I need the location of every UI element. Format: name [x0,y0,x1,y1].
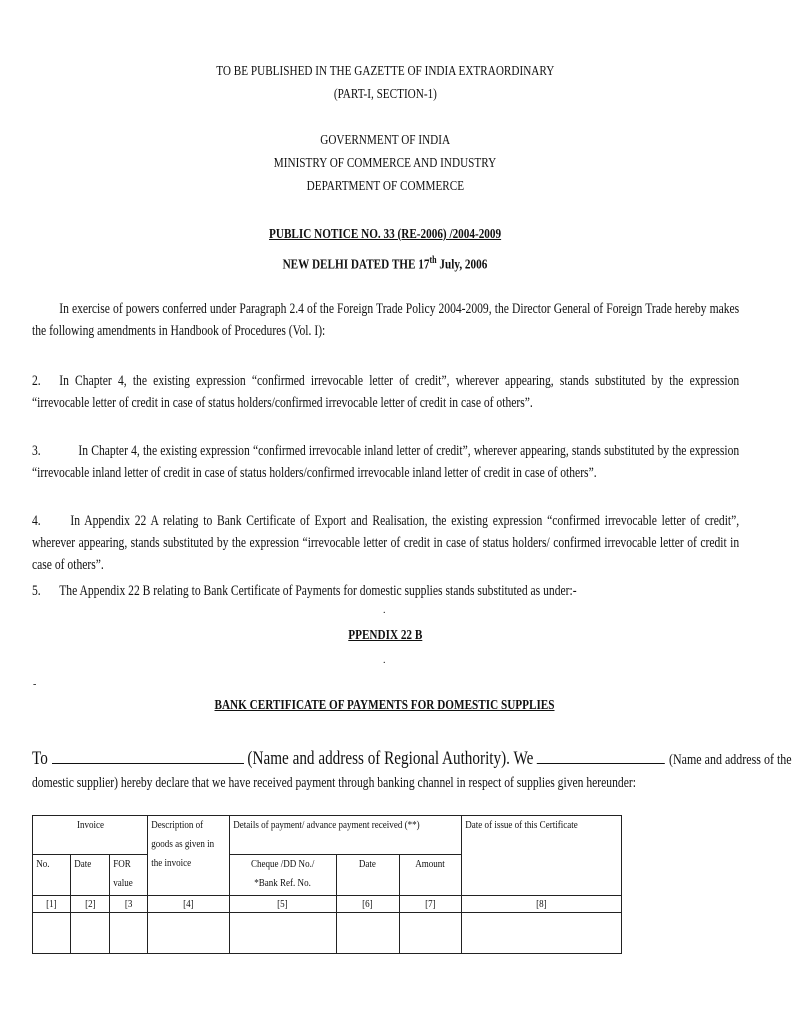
supplier-text: (Name and address of the [668,752,792,768]
table-header-row [33,816,622,855]
payment-date-header: Date [337,855,399,896]
notice-title: PUBLIC NOTICE NO. 33 (RE-2006) /2004-2009 [268,227,502,242]
paragraph-5: 5. The Appendix 22 B relating to Bank Certificate of Payments for domestic supplies stands substituted as under:- [32,583,577,599]
column-number: [5] [229,896,336,913]
table-cell [229,913,336,954]
column-number: [8] [461,896,621,913]
paragraph-2: 2. In Chapter 4, the existing expression “confirmed irrevocable letter of credit”, wherever appearing, stands substituted by the expression “irrevocable letter of credit in case of status holders/confirmed irrevocable letter of credit in case of others”. [32,373,740,411]
government-heading: GOVERNMENT OF INDIA [320,133,450,148]
payments-table [32,815,622,954]
table-cell [110,913,148,954]
intro-paragraph: In exercise of powers conferred under Paragraph 2.4 of the Foreign Trade Policy 2004-2009, the Director General of Foreign Trade hereby makes the following amendments in Handbook of Procedures (Vol. I): [32,301,740,339]
table-cell [461,913,621,954]
column-number: [7] [399,896,461,913]
amount-header: Amount [399,855,461,896]
department-heading: DEPARTMENT OF COMMERCE [306,179,464,194]
date-header: Date [71,855,110,896]
column-number: [1] [33,896,71,913]
addressee-line [32,745,792,770]
issue-date-spacer [461,855,621,896]
table-cell [71,913,110,954]
certificate-title: BANK CERTIFICATE OF PAYMENTS FOR DOMESTIC SUPPLIES [214,698,555,713]
stray-mark: . [383,605,386,616]
payment-details-header: Details of payment/ advance payment received (**) [229,816,461,855]
cheque-header: Cheque /DD No./ *Bank Ref. No. [229,855,336,896]
invoice-header: Invoice [33,816,148,855]
declaration-text: domestic supplier) hereby declare that we have received payment through banking channel in respect of supplies given hereunder: [32,775,636,791]
table-cell [399,913,461,954]
authority-text: (Name and address of Regional Authority). We [247,748,534,769]
to-label: To [32,748,48,769]
description-header: Description of goods as given in the invoice [148,816,230,896]
paragraph-4: 4. In Appendix 22 A relating to Bank Certificate of Export and Realisation, the existing expression “confirmed irrevocable letter of credit”, wherever appearing, stands substituted by the expression “irrevocable letter of credit in case of status holders/ confirmed irrevocable letter of credit in case of others”. [32,513,740,573]
regional-authority-blank [52,745,244,764]
column-number-row [33,896,622,913]
for-value-header: FOR value [110,855,148,896]
table-subheader-row [33,855,622,896]
gazette-part: (PART-I, SECTION-1) [333,87,437,102]
column-number: [6] [337,896,399,913]
paragraph-3: 3. In Chapter 4, the existing expression “confirmed irrevocable inland letter of credit”, wherever appearing, stands substituted by the expression “irrevocable inland letter of credit in case of status holders/confirmed irrevocable inland letter of credit in case of others”. [32,443,740,481]
table-cell [33,913,71,954]
no-header: No. [33,855,71,896]
stray-mark: - [33,679,37,690]
supplier-blank [537,745,665,764]
table-cell [148,913,230,954]
table-row [33,913,622,954]
table-cell [337,913,399,954]
issue-date-header: Date of issue of this Certificate [461,816,621,855]
ministry-heading: MINISTRY OF COMMERCE AND INDUSTRY [273,156,497,171]
column-number: [3 [110,896,148,913]
column-number: [4] [148,896,230,913]
notice-date: NEW DELHI DATED THE 17th July, 2006 [282,255,488,273]
stray-mark: . [383,655,386,666]
gazette-heading: TO BE PUBLISHED IN THE GAZETTE OF INDIA EXTRAORDINARY [215,64,555,79]
appendix-heading: PPENDIX 22 B [347,628,423,643]
column-number: [2] [71,896,110,913]
